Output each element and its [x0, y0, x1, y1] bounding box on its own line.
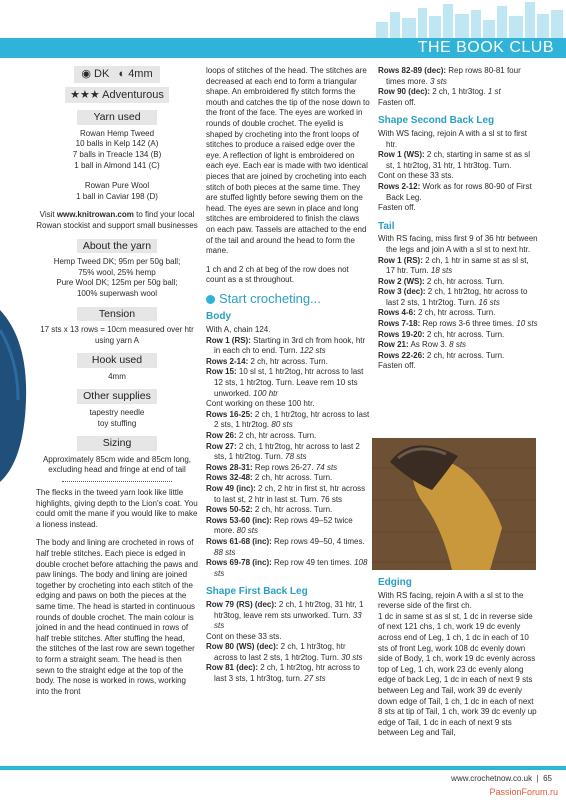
row-label: Row 1 (RS):: [206, 335, 251, 345]
pattern-row: [206, 431, 370, 442]
row-label: Rows 32-48:: [206, 473, 253, 483]
edging-heading: Edging: [378, 577, 412, 588]
stitch-count: 18 sts: [430, 266, 453, 276]
row-text: Cont on these 33 sts.: [206, 631, 282, 641]
row-text: Rep rows 49–52 twice more.: [214, 515, 353, 536]
row-label: Row 80 (WS) (dec):: [206, 642, 279, 652]
row-label: Row 15:: [206, 367, 237, 377]
first-leg-rows: [206, 600, 370, 685]
bullet-dot-icon: [206, 295, 215, 304]
yarn-line: 7 balls in Treacle 134 (B): [72, 149, 162, 159]
row-label: Row 81 (dec):: [206, 663, 259, 673]
row-text: 2 ch, starting in same st as sl st, 1 htr2tog, 31 htr, 1 htr3tog. Turn.: [386, 150, 531, 170]
row-label: Row 79 (RS) (dec):: [206, 599, 277, 609]
sizing-heading: Sizing: [77, 436, 157, 451]
stitch-count: 3 sts: [430, 76, 447, 86]
row-text: 2 ch, htr across. Turn.: [424, 276, 505, 286]
pattern-row: [378, 66, 538, 87]
body-heading: Body: [206, 311, 231, 323]
pattern-row: [378, 87, 538, 98]
yarn-used-heading: Yarn used: [77, 110, 157, 125]
row-label: Row 27:: [206, 441, 237, 451]
stitch-count: 30 sts: [341, 652, 363, 662]
row-text: Cont working on these 100 htr.: [206, 399, 315, 409]
row-text: 2 ch, htr across. Turn.: [252, 505, 333, 515]
edging-intro: With RS facing, rejoin A with a sl st to the reverse side of the first ch.: [378, 590, 524, 611]
pattern-row: [206, 516, 370, 537]
yarn-list: [36, 129, 198, 203]
pattern-row: [378, 308, 538, 319]
stitch-count: 74 sts: [315, 462, 338, 472]
row-label: Rows 19-20:: [378, 329, 425, 339]
pattern-row: [206, 558, 370, 579]
row-label: Row 3 (dec):: [378, 287, 426, 297]
row-text: Fasten off.: [378, 361, 416, 371]
pattern-row: [206, 357, 370, 368]
tension-heading: Tension: [77, 307, 157, 322]
stitch-count: 122 sts: [299, 346, 326, 356]
stitch-count: 100 htr: [253, 388, 279, 398]
row-text: 2 ch, 1 htr3tog.: [430, 87, 488, 97]
stitch-count: 78 sts: [285, 452, 307, 462]
page-header: [0, 0, 566, 60]
stitch-count: 80 sts: [236, 526, 259, 536]
tail-heading: Tail: [378, 220, 395, 232]
supply-item: toy stuffing: [97, 418, 137, 428]
row-text: Rep rows 3-6 three times.: [420, 319, 517, 329]
row-text: 2 ch, htr across. Turn.: [252, 473, 333, 483]
hook-text: 4mm: [108, 371, 126, 381]
chain-note: 1 ch and 2 ch at beg of the row does not count as a st throughout.: [206, 264, 349, 285]
stitch-count: 80 sts: [271, 420, 293, 430]
stitch-count: 8 sts: [449, 340, 467, 350]
pattern-row: [378, 182, 538, 203]
pattern-row: [378, 150, 538, 171]
row-text: Rep rows 80-81 four times more.: [386, 66, 521, 86]
row-text: Cont on these 33 sts.: [378, 171, 454, 181]
about-line: Pure Wool DK; 125m per 50g ball;: [56, 278, 178, 288]
row-label: Row 1 (WS):: [378, 150, 425, 160]
row-label: Rows 22-26:: [378, 350, 425, 360]
method-paragraph-cont: loops of stitches of the head. The stitches are decreased at each end to form a triangular shape. An embroidered fly stitch forms the mouth and catches the tip of the nose down to the front of the face. The eyes are worked in rounds of double crochet. The eyelid is shaped by crocheting into the front loops of stitches to produce a raised edge over the eye. A reflection of light is embroidered on each eye. Each ear is made with two identical pieces that are joined by crocheting into each stitch of both pieces at the same time. They are stuffed lightly before sewing them on the head. The eyes are sewn in place and long stitches are embroidered to finish the claws on each paw. Tassels are attached to the end of the tail and around the head to form the mane.: [206, 66, 370, 256]
pattern-row: [206, 463, 370, 474]
row-text: 2 ch, 1 htr2tog, 31 htr, 1 htr3tog, leave rem sts unworked. Turn.: [214, 599, 364, 620]
row-label: Row 26:: [206, 431, 237, 440]
row-label: Rows 4-6:: [378, 308, 416, 318]
supply-item: tapestry needle: [89, 408, 145, 418]
row-text: With WS facing, rejoin A with a sl st to first htr.: [378, 128, 527, 149]
row-text: 2 ch, htr across. Turn.: [424, 329, 505, 339]
row-label: Rows 7-18:: [378, 319, 421, 329]
page-number: 65: [543, 774, 552, 783]
footer-rule: [0, 766, 566, 770]
row-text: 2 ch, 1 htr2tog, htr across to last 2 sts, 1 htr2tog.: [214, 409, 370, 430]
stitch-count: 27 sts: [304, 674, 326, 684]
about-line: 100% superwash wool: [76, 288, 158, 298]
footer-separator: |: [536, 774, 539, 783]
row-text: 2 ch, htr across. Turn.: [236, 431, 317, 440]
hook-size: 4mm: [128, 68, 153, 80]
stitch-count: 1 st: [487, 87, 501, 97]
yarn-line: 1 ball in Caviar 198 (D): [76, 191, 158, 201]
about-line: Hemp Tweed DK; 95m per 50g ball;: [53, 257, 181, 267]
second-leg-rows: [378, 129, 538, 214]
yarn-line: 10 balls in Kelp 142 (A): [75, 139, 159, 149]
pattern-row: [206, 367, 370, 399]
section-divider: [62, 481, 172, 482]
hook-heading: Hook used: [77, 353, 157, 368]
pattern-row: [378, 129, 538, 150]
yarn-line: 1 ball in Almond 141 (C): [74, 160, 160, 170]
row-text: 2 ch, 1 htr2tog, htr across to last 2 sts, 1 htr2tog. Turn.: [386, 287, 528, 307]
row-label: Row 2 (WS):: [378, 276, 425, 286]
visit-prefix: Visit: [39, 210, 57, 220]
shape-second-leg-heading: Shape Second Back Leg: [378, 115, 495, 127]
stitch-count: 10 sts: [516, 319, 538, 329]
row-label: Row 49 (inc):: [206, 483, 256, 493]
row-text: 2 ch, htr across. Turn.: [415, 308, 496, 318]
visit-suffix: to find your local Rowan stockist and support small businesses: [36, 210, 198, 230]
pattern-row: [378, 319, 538, 330]
method-paragraph: The body and lining are crocheted in rows of half treble stitches. Each piece is edged in double crochet before attaching the paws and paw linings. The body and lining are joined together by crocheting into each stitch of the edging and paws on both the pieces at the same time. The head is started in continuous rounds of double crochet. The main colour is joined in and the head continued in rows of half treble stitches. After stuffing the head, the stitches of the last row are sewn together to form a straight seam. The head is then sewn to the straight edge at the top of the body. The nose is worked in rows, working into the front: [36, 538, 198, 696]
row-label: Rows 69-78 (inc):: [206, 558, 272, 568]
pattern-row: [378, 171, 538, 182]
pattern-row: [206, 537, 370, 558]
row-text: 2 ch, 1 htr in same st as sl st, 17 htr. Turn.: [386, 255, 529, 276]
section-title: THE BOOK CLUB: [417, 39, 554, 56]
stockist-note: [36, 210, 198, 231]
body-rows: [206, 336, 370, 580]
stitch-count: 16 sts: [478, 297, 500, 307]
row-label: Rows 2-14:: [206, 356, 249, 366]
row-label: Row 21:: [378, 340, 409, 350]
supplies-list: [36, 408, 198, 429]
level-tag: ★★★ Adventurous: [65, 87, 169, 104]
pattern-row: [378, 330, 538, 341]
row-label: Rows 16-25:: [206, 409, 253, 419]
watermark: PassionForum.ru: [489, 787, 558, 797]
page-footer: [0, 766, 566, 800]
row-label: Rows 2-12:: [378, 181, 421, 191]
pattern-row: [206, 399, 370, 410]
yarn-line: Rowan Hemp Tweed: [79, 128, 155, 138]
pattern-row: [378, 256, 538, 277]
yarn-line: Rowan Pure Wool: [84, 181, 150, 191]
tension-text: 17 sts x 13 rows = 10cm measured over htr using yarn A: [40, 325, 194, 345]
row-text: Work as for rows 80-90 of First Back Leg.: [386, 181, 532, 202]
rowan-link[interactable]: www.knitrowan.com: [56, 210, 134, 220]
row-label: Row 90 (dec):: [378, 87, 431, 97]
supplies-heading: Other supplies: [77, 389, 157, 404]
pattern-row: [206, 632, 370, 643]
stitch-count: 33 sts: [214, 610, 362, 631]
column-middle: [206, 66, 370, 685]
pattern-row: [378, 361, 538, 372]
pattern-row: [206, 442, 370, 463]
row-text: 2 ch, htr across. Turn.: [424, 350, 505, 360]
spacer: [36, 171, 198, 181]
stitch-count: 88 sts: [214, 547, 236, 557]
lion-tail-photo: [372, 438, 536, 570]
hook-icon: ◐: [118, 68, 126, 80]
intro-paragraph: The flecks in the tweed yarn look like little highlights, giving depth to the Lion's coat. You could omit the mane if you would like to make a lioness instead.: [36, 488, 198, 529]
row-label: Rows 53-60 (inc):: [206, 515, 272, 525]
pattern-row: [378, 98, 538, 109]
pattern-row: [206, 336, 370, 357]
row-text: With RS facing, miss first 9 of 36 htr between the legs and join A with a sl st to next htr.: [378, 234, 538, 254]
pattern-row: [378, 234, 538, 255]
row-label: Rows 28-31:: [206, 462, 253, 472]
bag-photo: [0, 300, 30, 490]
row-text: 2 ch, htr across. Turn.: [248, 356, 328, 366]
yarn-ball-icon: ◉: [81, 68, 91, 80]
pattern-row: [206, 600, 370, 632]
column-right: [378, 66, 538, 372]
about-line: 75% wool, 25% hemp: [78, 267, 156, 277]
row-label: Rows 61-68 (inc):: [206, 536, 272, 546]
tail-rows: [378, 234, 538, 372]
site-url[interactable]: www.crochetnow.co.uk: [451, 774, 533, 783]
row-text: Rep rows 26-27.: [252, 462, 316, 472]
pattern-row: [206, 663, 370, 684]
pattern-row: [378, 351, 538, 362]
row-text: As Row 3.: [408, 340, 450, 350]
start-title: Start crocheting...: [219, 290, 321, 306]
about-yarn-heading: About the yarn: [77, 239, 157, 254]
pattern-row: [378, 340, 538, 351]
pattern-row: [378, 277, 538, 288]
row-label: Rows 50-52:: [206, 505, 253, 515]
pattern-row: [378, 203, 538, 214]
row-text: Rep rows 49–50, 4 times.: [271, 536, 365, 546]
body-intro: With A, chain 124.: [206, 325, 271, 335]
footer-info: [451, 774, 552, 783]
weight-hook-tag: [74, 66, 160, 83]
edging-section: [378, 578, 538, 739]
row-text: Rep row 49 ten times.: [271, 558, 355, 568]
about-yarn-list: [36, 257, 198, 299]
pattern-row: [206, 642, 370, 663]
row-text: Starting in 3rd ch from hook, htr in each ch to end. Turn.: [214, 335, 366, 356]
start-heading: [206, 290, 370, 306]
row-text: 2 ch, 2 htr in first st, htr across to last st, 2 htr in last st. Turn. 76 sts: [214, 483, 366, 504]
row-text: 2 ch, 1 htr3tog, htr across to last 2 sts, 1 htr2tog. Turn.: [214, 642, 346, 662]
row-text: 2 ch, 1 htr2tog, htr across to last 3 sts, 1 htr3tog, turn.: [214, 663, 360, 684]
sizing-text: Approximately 85cm wide and 85cm long, excluding head and fringe at end of tail: [42, 454, 192, 475]
pattern-row: [378, 287, 538, 308]
shape-first-leg-heading: Shape First Back Leg: [206, 586, 308, 598]
pattern-row: [206, 484, 370, 505]
stitch-count: 108 sts: [214, 558, 368, 578]
row-text: 2 ch, 1 htr2tog, htr across to last 2 sts, 1 htr2tog. Turn.: [214, 441, 360, 462]
pattern-row: [206, 410, 370, 431]
first-leg-cont-rows: [378, 66, 538, 108]
row-text: 10 sl st, 1 htr2tog, htr across to last 12 sts, 1 htr2tog. Turn. Leave rem 10 sts unworked.: [214, 367, 364, 398]
column-left: [36, 66, 198, 705]
row-label: Rows 82-89 (dec):: [378, 66, 447, 75]
row-text: Fasten off.: [378, 203, 416, 213]
row-text: Fasten off.: [378, 97, 416, 107]
pattern-row: [206, 473, 370, 484]
row-label: Row 1 (RS):: [378, 255, 423, 265]
pattern-row: [206, 505, 370, 516]
edging-body: 1 dc in same st as sl st, 1 dc in reverse side of next 121 chs, 1 ch, work 19 dc evenly across end of Leg, 1 ch, 1 dc in each of 10 sts of front Leg, work 108 dc evenly down side of Body, 1 ch, work 19 dc evenly across top of Leg, 1 ch, work 23 dc evenly along edge of back Leg, 1 dc in each of next 9 sts between Leg and Tail, work 39 dc evenly down edge of Tail, 1 ch, 1 dc in each of next 8 sts at tip of Tail, 1 ch, work 39 dc evenly up edge of Tail, 1 dc in each of next 9 sts between Leg and Tail,: [378, 611, 537, 738]
yarn-weight: DK: [94, 68, 110, 80]
